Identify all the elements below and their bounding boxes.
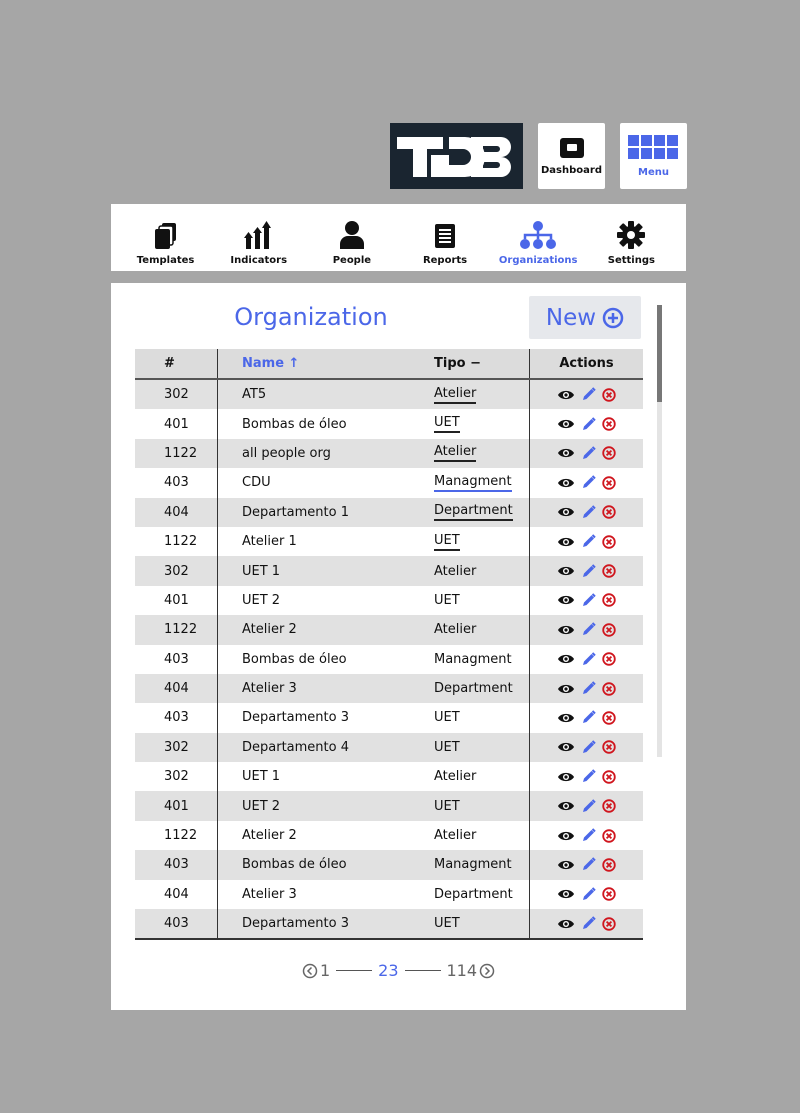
cell-num: 1122 <box>164 622 198 638</box>
view-icon[interactable] <box>557 536 575 548</box>
indicators-icon <box>244 221 274 249</box>
cell-name <box>217 409 426 438</box>
logo-mark <box>395 131 519 181</box>
delete-icon[interactable] <box>602 799 616 813</box>
cell-name <box>217 380 426 409</box>
cell-tipo-text: UET <box>434 592 460 608</box>
table-row[interactable] <box>135 409 643 438</box>
cell-name <box>217 615 426 644</box>
cell-name <box>217 733 426 762</box>
view-icon[interactable] <box>557 918 575 930</box>
edit-icon[interactable] <box>581 710 596 725</box>
column-header-num[interactable]: # <box>164 356 175 371</box>
plus-circle-icon <box>602 307 624 329</box>
nav-label: Organizations <box>498 254 578 266</box>
cell-num: 1122 <box>164 828 198 844</box>
table-row[interactable] <box>135 586 643 615</box>
nav-item-settings[interactable] <box>586 210 676 266</box>
cell-tipo <box>426 615 529 644</box>
templates-icon <box>154 223 178 249</box>
cell-tipo-text: UET <box>434 798 460 814</box>
table-row[interactable] <box>135 380 643 409</box>
cell-actions <box>529 850 643 879</box>
cell-tipo <box>426 468 529 497</box>
delete-icon[interactable] <box>602 593 616 607</box>
cell-num: 404 <box>164 681 189 697</box>
table-row[interactable] <box>135 880 643 909</box>
edit-icon[interactable] <box>581 593 596 608</box>
edit-icon[interactable] <box>581 916 596 931</box>
view-icon[interactable] <box>557 683 575 695</box>
delete-icon[interactable] <box>602 623 616 637</box>
cell-tipo-text: Department <box>434 503 513 521</box>
view-icon[interactable] <box>557 565 575 577</box>
cell-actions <box>529 409 643 438</box>
cell-actions <box>529 821 643 850</box>
cell-num: 1122 <box>164 534 198 550</box>
cell-tipo <box>426 527 529 556</box>
cell-name-text: CDU <box>242 475 271 491</box>
nav-label: Reports <box>422 254 468 266</box>
delete-icon[interactable] <box>602 446 616 460</box>
cell-name <box>217 645 426 674</box>
cell-tipo-text: UET <box>434 710 460 726</box>
cell-tipo <box>426 586 529 615</box>
edit-icon[interactable] <box>581 681 596 696</box>
cell-tipo <box>426 733 529 762</box>
scrollbar-thumb[interactable] <box>657 305 662 402</box>
delete-icon[interactable] <box>602 417 616 431</box>
cell-name-text: Atelier 1 <box>242 534 297 550</box>
nav-item-templates[interactable] <box>121 210 211 266</box>
cell-name-text: Bombas de óleo <box>242 651 347 667</box>
table-row[interactable] <box>135 498 643 527</box>
table-row[interactable] <box>135 468 643 497</box>
edit-icon[interactable] <box>581 828 596 843</box>
main-nav <box>111 204 686 271</box>
dashboard-icon <box>559 137 585 159</box>
pagination <box>111 961 686 980</box>
cell-tipo-text: UET <box>434 415 460 433</box>
prev-page-icon[interactable] <box>302 963 318 979</box>
cell-tipo <box>426 703 529 732</box>
delete-icon[interactable] <box>602 564 616 578</box>
table-row[interactable] <box>135 703 643 732</box>
cell-name-text: Atelier 3 <box>242 886 297 902</box>
organization-panel <box>111 283 686 1010</box>
cell-name-text: Departamento 3 <box>242 916 349 932</box>
table-row[interactable] <box>135 909 643 938</box>
delete-icon[interactable] <box>602 829 616 843</box>
cell-name-text: UET 1 <box>242 769 281 785</box>
cell-name <box>217 556 426 585</box>
edit-icon[interactable] <box>581 534 596 549</box>
delete-icon[interactable] <box>602 388 616 402</box>
edit-icon[interactable] <box>581 622 596 637</box>
edit-icon[interactable] <box>581 475 596 490</box>
nav-label: People <box>332 254 372 266</box>
cell-num: 1122 <box>164 445 198 461</box>
cell-tipo <box>426 850 529 879</box>
cell-num: 403 <box>164 916 189 932</box>
cell-actions <box>529 791 643 820</box>
view-icon[interactable] <box>557 830 575 842</box>
table-header <box>135 349 643 380</box>
cell-tipo <box>426 498 529 527</box>
cell-actions <box>529 762 643 791</box>
edit-icon[interactable] <box>581 446 596 461</box>
cell-name-text: Departamento 4 <box>242 739 349 755</box>
cell-num: 404 <box>164 504 189 520</box>
column-header-actions: Actions <box>529 349 643 378</box>
nav-label: Indicators <box>230 254 288 266</box>
cell-num: 404 <box>164 886 189 902</box>
table-row[interactable] <box>135 733 643 762</box>
cell-name-text: Departamento 3 <box>242 710 349 726</box>
view-icon[interactable] <box>557 712 575 724</box>
column-header-name[interactable]: Name ↑ <box>217 349 426 378</box>
cell-tipo-text: Atelier <box>434 622 477 638</box>
cell-name <box>217 527 426 556</box>
delete-icon[interactable] <box>602 682 616 696</box>
view-icon[interactable] <box>557 447 575 459</box>
view-icon[interactable] <box>557 624 575 636</box>
cell-tipo-text: Managment <box>434 857 512 873</box>
cell-tipo <box>426 439 529 468</box>
page-separator <box>405 970 441 972</box>
new-button[interactable] <box>529 296 641 339</box>
view-icon[interactable] <box>557 741 575 753</box>
cell-tipo <box>426 409 529 438</box>
delete-icon[interactable] <box>602 652 616 666</box>
cell-tipo <box>426 380 529 409</box>
delete-icon[interactable] <box>602 476 616 490</box>
edit-icon[interactable] <box>581 387 596 402</box>
edit-icon[interactable] <box>581 505 596 520</box>
delete-icon[interactable] <box>602 770 616 784</box>
cell-tipo-text: UET <box>434 916 460 932</box>
edit-icon[interactable] <box>581 417 596 432</box>
nav-item-organizations[interactable] <box>493 210 583 266</box>
cell-num: 403 <box>164 857 189 873</box>
edit-icon[interactable] <box>581 769 596 784</box>
cell-name <box>217 821 426 850</box>
delete-icon[interactable] <box>602 535 616 549</box>
page-title: Organization <box>234 303 388 331</box>
view-icon[interactable] <box>557 389 575 401</box>
column-header-tipo[interactable]: Tipo − <box>434 356 481 371</box>
cell-tipo-text: Department <box>434 886 513 902</box>
cell-name <box>217 880 426 909</box>
cell-tipo-text: Atelier <box>434 563 477 579</box>
edit-icon[interactable] <box>581 857 596 872</box>
cell-name-text: Bombas de óleo <box>242 857 347 873</box>
cell-name-text: Atelier 2 <box>242 828 297 844</box>
cell-actions <box>529 733 643 762</box>
cell-name <box>217 703 426 732</box>
cell-actions <box>529 556 643 585</box>
table-row[interactable] <box>135 556 643 585</box>
delete-icon[interactable] <box>602 917 616 931</box>
cell-num: 401 <box>164 416 189 432</box>
cell-actions <box>529 909 643 938</box>
delete-icon[interactable] <box>602 740 616 754</box>
page-separator <box>336 970 372 972</box>
organizations-table <box>135 349 643 940</box>
cell-actions <box>529 586 643 615</box>
table-row[interactable] <box>135 615 643 644</box>
cell-tipo-text: UET <box>434 533 460 551</box>
table-body <box>135 380 643 938</box>
cell-name-text: Departamento 1 <box>242 504 349 520</box>
delete-icon[interactable] <box>602 711 616 725</box>
cell-name-text: Bombas de óleo <box>242 416 347 432</box>
nav-item-indicators[interactable] <box>214 210 304 266</box>
organizations-icon <box>520 221 556 249</box>
cell-name-text: UET 2 <box>242 592 281 608</box>
cell-name-text: all people org <box>242 445 331 461</box>
reports-icon <box>434 223 456 249</box>
cell-actions <box>529 468 643 497</box>
cell-tipo-text: Managment <box>434 651 512 667</box>
view-icon[interactable] <box>557 477 575 489</box>
cell-tipo <box>426 556 529 585</box>
table-row[interactable] <box>135 439 643 468</box>
cell-tipo-text: Atelier <box>434 444 476 462</box>
cell-tipo <box>426 762 529 791</box>
people-icon <box>339 221 365 249</box>
table-row[interactable] <box>135 821 643 850</box>
cell-tipo-text: Managment <box>434 474 512 492</box>
cell-tipo <box>426 821 529 850</box>
view-icon[interactable] <box>557 506 575 518</box>
cell-name-text: AT5 <box>242 387 267 403</box>
nav-item-reports[interactable] <box>400 210 490 266</box>
page-last[interactable]: 114 <box>446 961 478 980</box>
table-bottom-border <box>135 938 643 940</box>
cell-actions <box>529 703 643 732</box>
nav-item-people[interactable] <box>307 210 397 266</box>
view-icon[interactable] <box>557 771 575 783</box>
cell-num: 403 <box>164 475 189 491</box>
cell-name <box>217 468 426 497</box>
cell-num: 403 <box>164 710 189 726</box>
table-row[interactable] <box>135 850 643 879</box>
cell-tipo-text: Atelier <box>434 828 477 844</box>
table-row[interactable] <box>135 674 643 703</box>
cell-name <box>217 791 426 820</box>
cell-num: 302 <box>164 739 189 755</box>
cell-actions <box>529 439 643 468</box>
cell-num: 403 <box>164 651 189 667</box>
cell-actions <box>529 674 643 703</box>
cell-name-text: Atelier 2 <box>242 622 297 638</box>
table-row[interactable] <box>135 791 643 820</box>
view-icon[interactable] <box>557 888 575 900</box>
delete-icon[interactable] <box>602 505 616 519</box>
dashboard-label: Dashboard <box>541 164 602 176</box>
cell-tipo-text: Atelier <box>434 386 476 404</box>
cell-name <box>217 762 426 791</box>
edit-icon[interactable] <box>581 652 596 667</box>
delete-icon[interactable] <box>602 887 616 901</box>
view-icon[interactable] <box>557 859 575 871</box>
menu-label: Menu <box>638 166 669 178</box>
page-current[interactable]: 23 <box>378 961 399 980</box>
view-icon[interactable] <box>557 653 575 665</box>
cell-actions <box>529 615 643 644</box>
cell-name <box>217 586 426 615</box>
logo <box>390 123 523 189</box>
cell-name-text: UET 1 <box>242 563 281 579</box>
cell-name <box>217 498 426 527</box>
cell-name <box>217 674 426 703</box>
cell-actions <box>529 880 643 909</box>
cell-actions <box>529 645 643 674</box>
cell-tipo <box>426 645 529 674</box>
cell-num: 302 <box>164 387 189 403</box>
cell-tipo <box>426 909 529 938</box>
cell-name-text: Atelier 3 <box>242 681 297 697</box>
edit-icon[interactable] <box>581 564 596 579</box>
cell-tipo <box>426 791 529 820</box>
view-icon[interactable] <box>557 594 575 606</box>
grid-menu-icon <box>628 135 680 161</box>
cell-actions <box>529 380 643 409</box>
cell-name-text: UET 2 <box>242 798 281 814</box>
cell-actions <box>529 527 643 556</box>
view-icon[interactable] <box>557 800 575 812</box>
edit-icon[interactable] <box>581 887 596 902</box>
next-page-icon[interactable] <box>479 963 495 979</box>
cell-tipo <box>426 674 529 703</box>
cell-tipo-text: Atelier <box>434 769 477 785</box>
view-icon[interactable] <box>557 418 575 430</box>
cell-num: 302 <box>164 769 189 785</box>
nav-label: Settings <box>607 254 655 266</box>
table-row[interactable] <box>135 527 643 556</box>
table-row[interactable] <box>135 762 643 791</box>
cell-name <box>217 850 426 879</box>
cell-num: 401 <box>164 592 189 608</box>
page-first[interactable]: 1 <box>319 961 331 980</box>
nav-label: Templates <box>136 254 195 266</box>
gear-icon <box>617 221 645 249</box>
cell-name <box>217 909 426 938</box>
new-button-label: New <box>545 304 597 331</box>
menu-button[interactable] <box>620 123 687 189</box>
delete-icon[interactable] <box>602 858 616 872</box>
cell-tipo-text: Department <box>434 681 513 697</box>
edit-icon[interactable] <box>581 799 596 814</box>
edit-icon[interactable] <box>581 740 596 755</box>
cell-num: 302 <box>164 563 189 579</box>
cell-actions <box>529 498 643 527</box>
cell-tipo-text: UET <box>434 739 460 755</box>
dashboard-button[interactable] <box>538 123 605 189</box>
cell-tipo <box>426 880 529 909</box>
cell-name <box>217 439 426 468</box>
cell-num: 401 <box>164 798 189 814</box>
table-row[interactable] <box>135 645 643 674</box>
